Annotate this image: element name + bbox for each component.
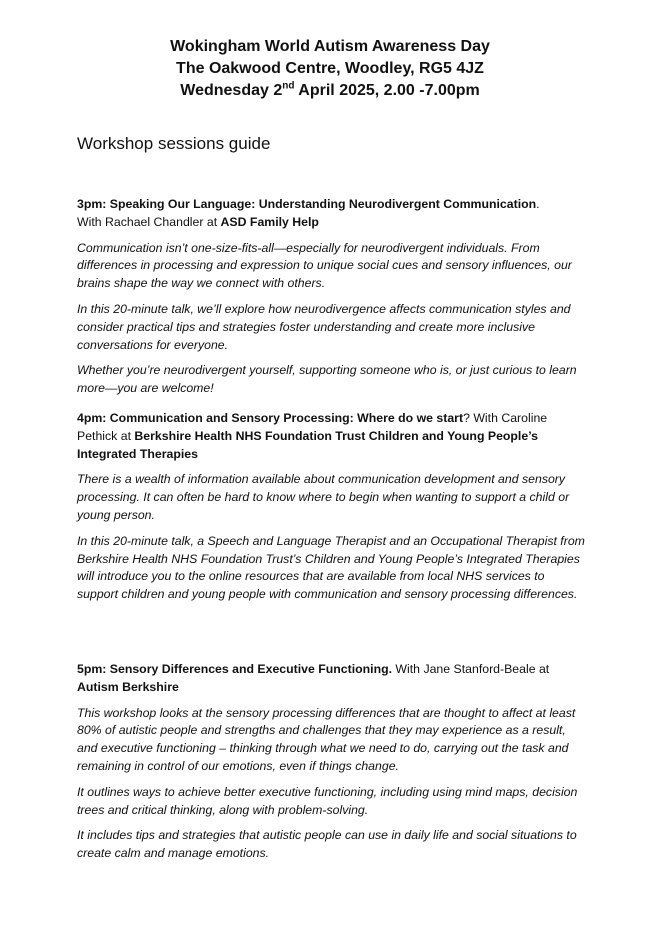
event-title: Wokingham World Autism Awareness Day	[170, 38, 490, 55]
session-heading: 4pm: Communication and Sensory Processing: Where do we start? With Caroline Pethick at Berkshire Health NHS Foundation Trust Children and Young People’s Integrated Therapies	[77, 411, 548, 461]
session-heading: 5pm: Sensory Differences and Executive Functioning. With Jane Stanford-Beale at Autism Berkshire	[77, 662, 550, 694]
session-paragraph: In this 20-minute talk, a Speech and Language Therapist and an Occupational Therapist from Berkshire Health NHS Foundation Trust’s Children and Young People’s Integrated Therapies will introduce you to the online resources that are available from local NHS services to support children and young people with communication and sensory processing differences.	[77, 533, 585, 602]
session-paragraph: This workshop looks at the sensory processing differences that are thought to affect at least 80% of autistic people and strengths and challenges that they may experience as a result, and executive functioning – thinking through what we need to do, carrying out the task and remaining in control of our emotions, even if things change.	[77, 705, 576, 773]
session-4pm	[77, 410, 587, 612]
session-5pm	[77, 661, 587, 871]
event-header	[0, 36, 660, 102]
session-paragraph: Communication isn’t one-size-fits-all—especially for neurodivergent individuals. From differences in processing and expression to unique social cues and sensory influences, our brains shape the way we connect with others.	[77, 240, 572, 291]
guide-title: Workshop sessions guide	[77, 134, 271, 153]
session-paragraph: It includes tips and strategies that autistic people can use in daily life and social situations to create calm and manage emotions.	[77, 828, 577, 861]
session-3pm	[77, 196, 587, 406]
session-heading: 3pm: Speaking Our Language: Understanding Neurodivergent Communication. With Rachael Chandler at ASD Family Help	[77, 197, 540, 229]
session-paragraph: There is a wealth of information available about communication development and sensory processing. It can often be hard to know where to begin when wanting to support a child or young person.	[77, 472, 570, 522]
session-paragraph: In this 20-minute talk, we’ll explore how neurodivergence affects communication styles and consider practical tips and strategies foster understanding and create more inclusive conversations for everyone.	[77, 301, 571, 352]
session-paragraph: It outlines ways to achieve better executive functioning, including using mind maps, decision trees and critical thinking, along with problem-solving.	[77, 784, 578, 817]
event-date: Wednesday 2nd April 2025, 2.00 -7.00pm	[180, 80, 480, 99]
session-paragraph: Whether you’re neurodivergent yourself, supporting someone who is, or just curious to learn more—you are welcome!	[77, 363, 577, 396]
event-venue: The Oakwood Centre, Woodley, RG5 4JZ	[176, 60, 484, 77]
